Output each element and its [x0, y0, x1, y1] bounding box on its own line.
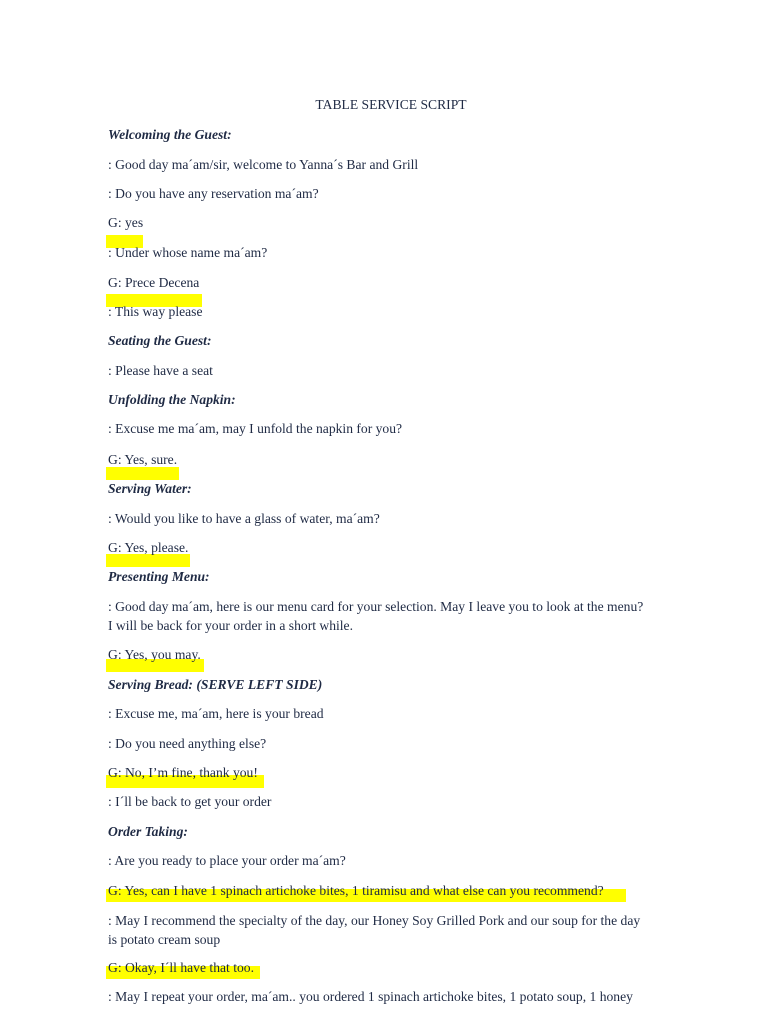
guest-line: G: Yes, sure.: [108, 452, 178, 467]
script-line: : Do you have any reservation ma´am?: [108, 186, 319, 201]
guest-line: G: Okay, I´ll have that too.: [108, 960, 254, 975]
script-line: : Are you ready to place your order ma´am?: [108, 853, 346, 868]
guest-line: G: yes: [108, 215, 144, 230]
script-line: : Good day ma´am/sir, welcome to Yanna´s Bar and Grill: [108, 157, 419, 172]
section-heading-menu: Presenting Menu:: [108, 569, 210, 584]
script-line: : Under whose name ma´am?: [108, 245, 268, 260]
script-line: : Do you need anything else?: [108, 736, 267, 751]
document-title: TABLE SERVICE SCRIPT: [315, 97, 467, 112]
guest-line: G: Prece Decena: [108, 275, 200, 290]
guest-line: G: Yes, you may.: [108, 647, 201, 662]
section-heading-water: Serving Water:: [108, 481, 192, 496]
section-heading-welcoming: Welcoming the Guest:: [108, 127, 232, 142]
script-line: : Excuse me, ma´am, here is your bread: [108, 706, 324, 721]
script-line: : Would you like to have a glass of water, ma´am?: [108, 511, 380, 526]
script-line: : This way please: [108, 304, 203, 319]
section-heading-seating: Seating the Guest:: [108, 333, 212, 348]
script-line: : May I repeat your order, ma´am.. you ordered 1 spinach artichoke bites, 1 potato soup, 1 honey: [108, 989, 633, 1004]
section-heading-napkin: Unfolding the Napkin:: [108, 392, 236, 407]
section-heading-bread: Serving Bread: (SERVE LEFT SIDE): [108, 677, 323, 692]
script-paragraph: : Good day ma´am, here is our menu card for your selection. May I leave you to look at the menu? I will be back for your order in a short while.: [108, 599, 644, 633]
guest-line: G: Yes, can I have 1 spinach artichoke bites, 1 tiramisu and what else can you recommend?: [108, 883, 604, 898]
script-paragraph: : May I recommend the specialty of the day, our Honey Soy Grilled Pork and our soup for the day is potato cream soup: [108, 913, 641, 947]
script-line: : Excuse me ma´am, may I unfold the napkin for you?: [108, 421, 403, 436]
script-line: : Please have a seat: [108, 363, 213, 378]
script-line: : I´ll be back to get your order: [108, 794, 272, 809]
guest-line: G: No, I’m fine, thank you!: [108, 765, 258, 780]
guest-line: G: Yes, please.: [108, 540, 189, 555]
section-heading-order: Order Taking:: [108, 824, 188, 839]
